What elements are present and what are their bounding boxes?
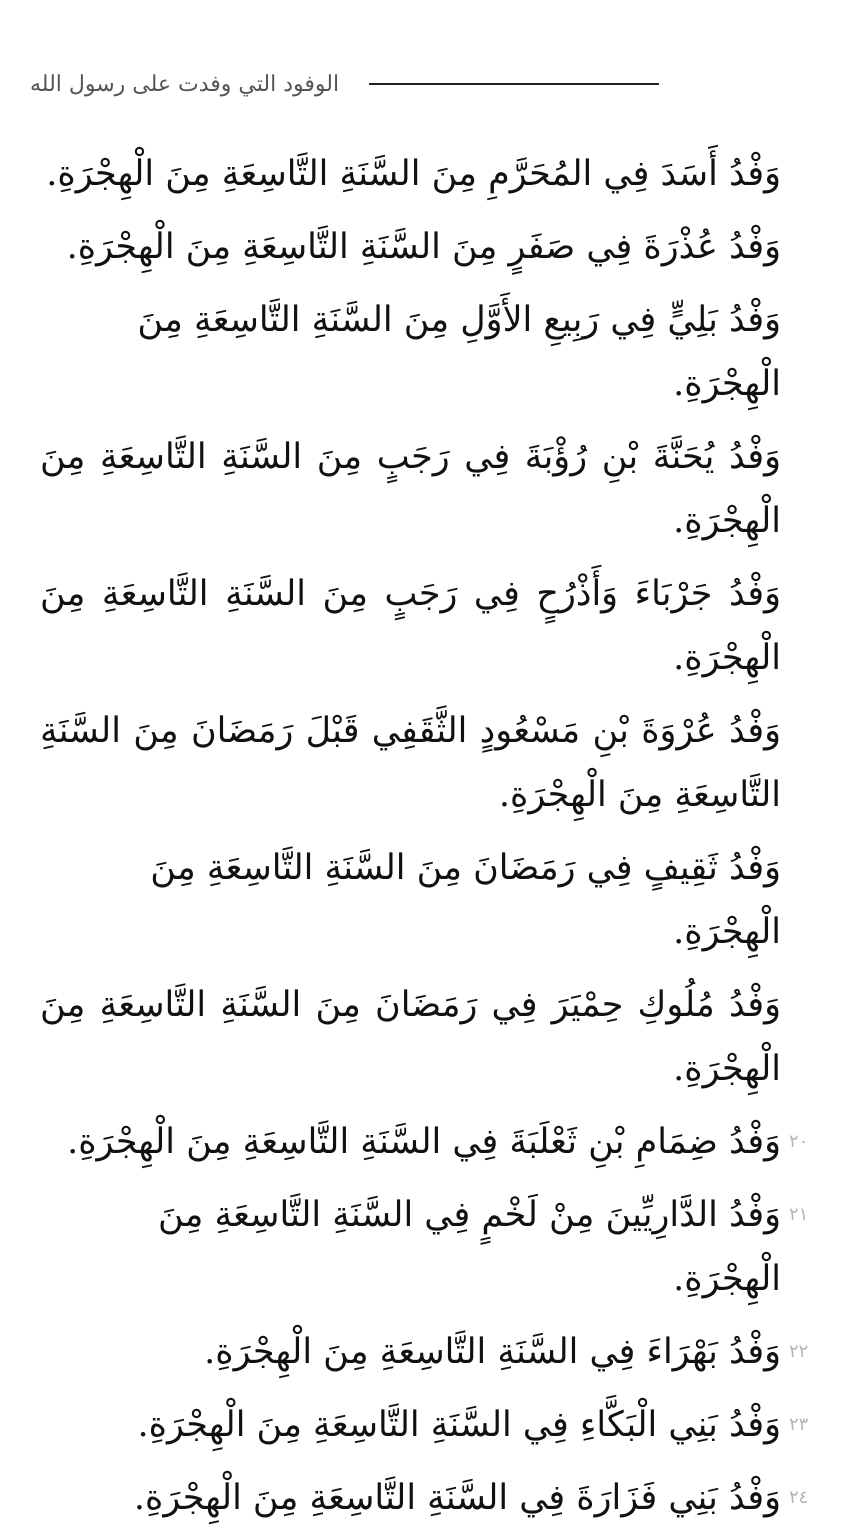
list-item <box>40 1466 809 1530</box>
list-item <box>40 215 781 279</box>
list-item <box>40 1183 809 1311</box>
item-text: وَفْدُ ضِمَامِ بْنِ ثَعْلَبَةَ فِي السَّنَةِ التَّاسِعَةِ مِنَ الْهِجْرَةِ. <box>67 1122 781 1162</box>
item-text: وَفْدُ ثَقِيفٍ فِي رَمَضَانَ مِنَ السَّنَةِ التَّاسِعَةِ مِنَ الْهِجْرَةِ. <box>150 848 781 952</box>
list-item <box>40 973 781 1101</box>
list-item <box>40 142 781 206</box>
header-rule <box>369 83 659 85</box>
running-header <box>30 62 753 106</box>
running-header-title: الوفود التي وفدت على رسول الله <box>30 71 340 97</box>
list-item <box>40 288 781 416</box>
list-item <box>40 1110 809 1174</box>
item-text: وَفْدُ بَهْرَاءَ فِي السَّنَةِ التَّاسِعَةِ مِنَ الْهِجْرَةِ. <box>204 1332 781 1372</box>
item-text: وَفْدُ مُلُوكِ حِمْيَرَ فِي رَمَضَانَ مِنَ السَّنَةِ التَّاسِعَةِ مِنَ الْهِجْرَةِ. <box>40 985 781 1089</box>
item-number: ٢٠ <box>789 1131 809 1152</box>
delegations-list <box>40 142 809 1539</box>
item-text: وَفْدُ جَرْبَاءَ وَأَذْرُحٍ فِي رَجَبٍ مِنَ السَّنَةِ التَّاسِعَةِ مِنَ الْهِجْرَةِ. <box>40 574 781 678</box>
item-text: وَفْدُ أَسَدَ فِي المُحَرَّمِ مِنَ السَّنَةِ التَّاسِعَةِ مِنَ الْهِجْرَةِ. <box>46 154 781 194</box>
item-number: ٢٣ <box>789 1414 809 1435</box>
item-text: وَفْدُ الدَّارِيِّينَ مِنْ لَخْمٍ فِي السَّنَةِ التَّاسِعَةِ مِنَ الْهِجْرَةِ. <box>158 1195 781 1299</box>
item-text: وَفْدُ بَنِي الْبَكَّاءِ فِي السَّنَةِ التَّاسِعَةِ مِنَ الْهِجْرَةِ. <box>137 1405 781 1445</box>
list-item <box>40 425 781 553</box>
item-text: وَفْدُ بَنِي فَزَارَةَ فِي السَّنَةِ التَّاسِعَةِ مِنَ الْهِجْرَةِ. <box>133 1478 781 1518</box>
item-number: ٢٤ <box>789 1487 809 1508</box>
list-item <box>40 562 781 690</box>
list-item <box>40 1320 809 1384</box>
list-item <box>40 1393 809 1457</box>
item-text: وَفْدُ يُحَنَّةَ بْنِ رُؤْبَةَ فِي رَجَبٍ مِنَ السَّنَةِ التَّاسِعَةِ مِنَ الْهِجْرَةِ. <box>40 437 781 541</box>
item-text: وَفْدُ عُذْرَةَ فِي صَفَرٍ مِنَ السَّنَةِ التَّاسِعَةِ مِنَ الْهِجْرَةِ. <box>66 227 781 267</box>
item-number: ٢٢ <box>789 1341 809 1362</box>
item-text: وَفْدُ بَلِيٍّ فِي رَبِيعِ الأَوَّلِ مِنَ السَّنَةِ التَّاسِعَةِ مِنَ الْهِجْرَةِ. <box>137 300 781 404</box>
item-text: وَفْدُ عُرْوَةَ بْنِ مَسْعُودٍ الثَّقَفِي قَبْلَ رَمَضَانَ مِنَ السَّنَةِ التَّاسِعَةِ مِنَ الْهِجْرَةِ. <box>40 711 781 815</box>
item-number: ٢١ <box>789 1204 809 1225</box>
list-item <box>40 836 781 964</box>
list-item <box>40 699 781 827</box>
